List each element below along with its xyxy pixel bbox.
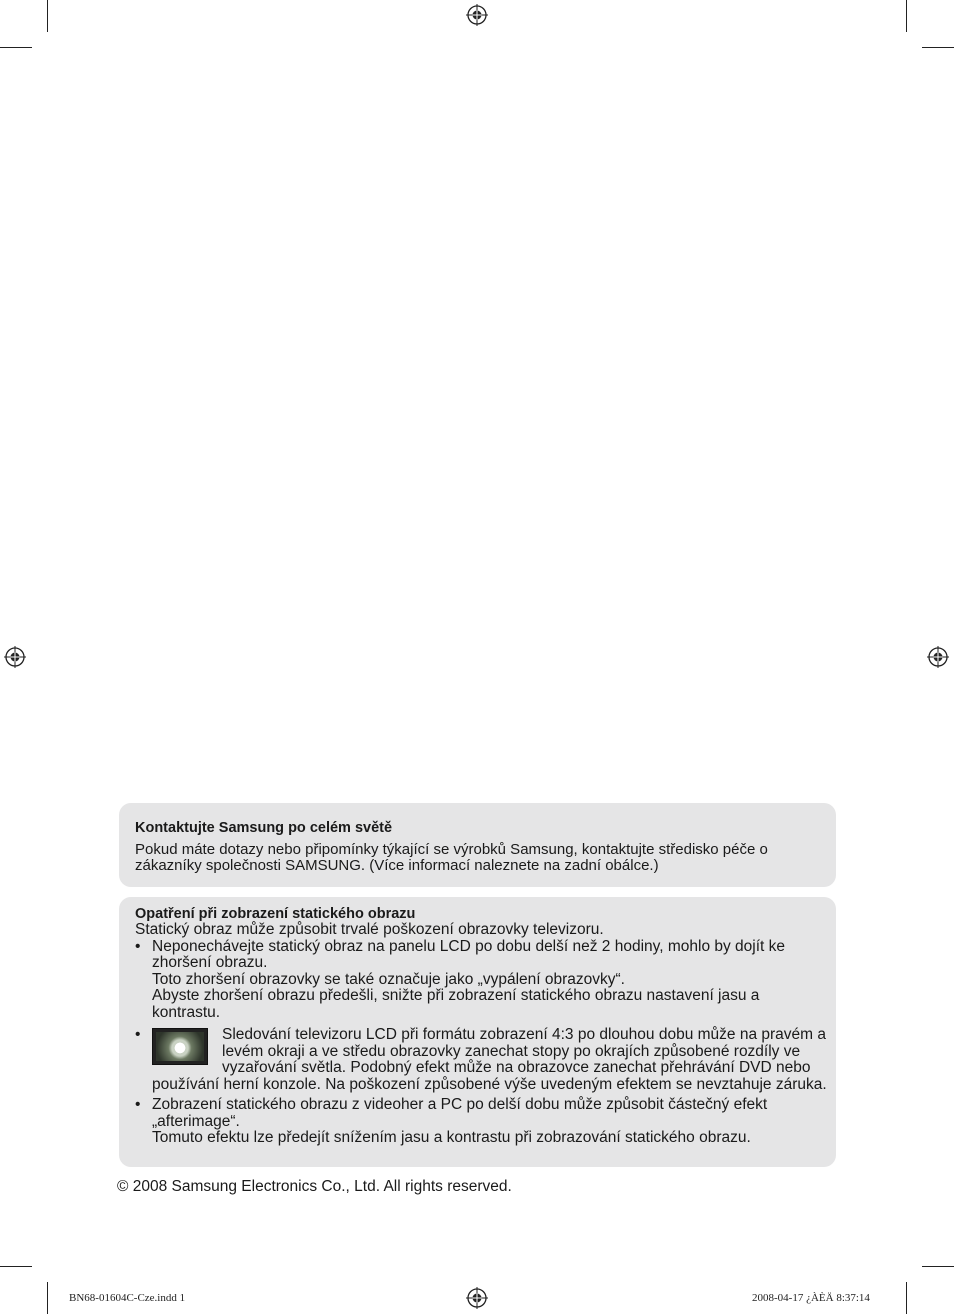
contact-samsung-box <box>119 803 836 887</box>
registration-mark-right-icon <box>927 646 949 668</box>
bullet3-line2: Tomuto efektu lze předejít snížením jasu a kontrastu při zobrazování statického obrazu. <box>152 1129 751 1146</box>
list-item <box>135 1097 828 1147</box>
registration-mark-bottom-icon <box>466 1287 488 1309</box>
crop-mark-top-left-v <box>47 0 48 32</box>
crop-mark-top-right-v <box>906 0 907 32</box>
precautions-list <box>135 939 828 1147</box>
contact-heading: Kontaktujte Samsung po celém světě <box>135 820 393 836</box>
list-item <box>135 1027 828 1093</box>
bullet2-text: • Sledování televizoru LCD při formátu zobrazení 4:3 po dlouhou dobu může na pravém a levém okraji a ve středu obrazovky zanechat stopy po okrajích způsobené rozdíly ve vyzařování světla. Podobný efekt může na obrazovce zanechat přehrávání DVD nebo používání herní konzole. Na poškození způsobené výše uvedeným efektem se nevztahuje záruka. <box>152 1026 827 1093</box>
tv-flower-thumbnail-icon <box>152 1028 208 1065</box>
bullet1-line3: Abyste zhoršení obrazu předešli, snižte při zobrazení statického obrazu nastavení jasu a kontrastu. <box>152 987 760 1021</box>
crop-mark-top-left-h <box>0 47 32 48</box>
crop-mark-bottom-left-h <box>0 1266 32 1267</box>
registration-mark-left-icon <box>4 646 26 668</box>
registration-mark-top-icon <box>466 4 488 26</box>
bullet1-line1: • Neponechávejte statický obraz na panelu LCD po dobu delší než 2 hodiny, mohlo by dojít ke zhoršení obrazu. <box>152 937 786 971</box>
crop-mark-bottom-right-h <box>922 1266 954 1267</box>
static-image-heading: Opatření při zobrazení statického obrazu <box>135 906 416 922</box>
bullet1-line2: Toto zhoršení obrazovky se také označuje jako „vypálení obrazovky“. <box>152 970 625 988</box>
copyright-notice: © 2008 Samsung Electronics Co., Ltd. All rights reserved. <box>117 1178 512 1195</box>
slug-timestamp: 2008-04-17 ¿ÀÈÄ 8:37:14 <box>752 1292 870 1304</box>
list-item <box>135 939 828 1022</box>
bullet3-line1: • Zobrazení statického obrazu z videoher a PC po delší dobu může způsobit částečný efekt „afterimage“. <box>152 1096 768 1130</box>
crop-mark-top-right-h <box>922 47 954 48</box>
static-image-intro: Statický obraz může způsobit trvalé poškození obrazovky televizoru. <box>135 921 604 938</box>
static-image-precautions-box <box>119 897 836 1167</box>
contact-body: Pokud máte dotazy nebo připomínky týkající se výrobků Samsung, kontaktujte středisko péče o zákazníky společnosti SAMSUNG. (Více informací naleznete na zadní obálce.) <box>135 841 768 874</box>
crop-mark-bottom-left-v <box>47 1282 48 1314</box>
slug-file-name: BN68-01604C-Cze.indd 1 <box>69 1292 186 1304</box>
crop-mark-bottom-right-v <box>906 1282 907 1314</box>
